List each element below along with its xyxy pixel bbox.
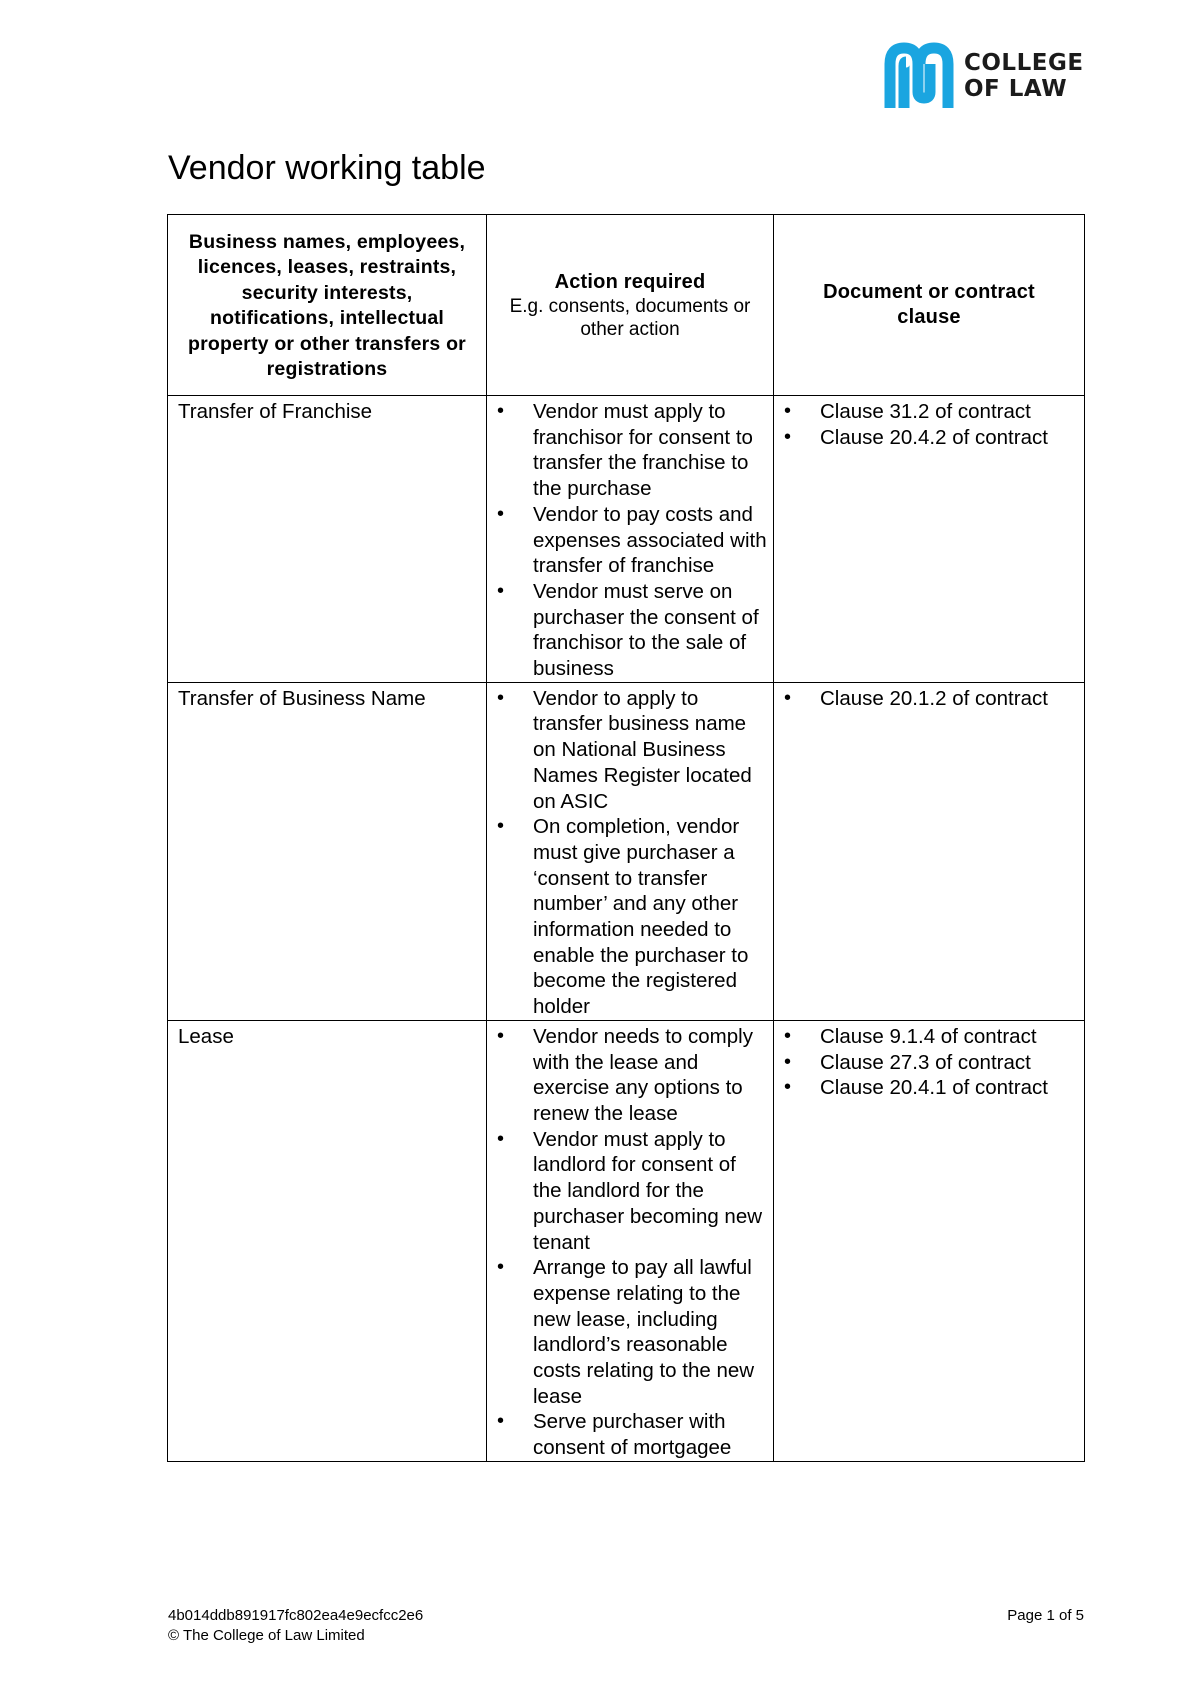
row-label-cell (168, 682, 487, 1020)
header-action-title: Action required (554, 270, 706, 293)
clause-list (774, 1021, 1084, 1101)
row-clauses-cell (774, 396, 1085, 683)
row-clauses-cell (774, 1020, 1085, 1461)
row-actions-cell (487, 396, 774, 683)
table-row (168, 396, 1085, 683)
row-actions-cell (487, 1020, 774, 1461)
list-item: • Serve purchaser with consent of mortgagee (487, 1409, 767, 1460)
college-of-law-logo (884, 42, 1084, 114)
list-item: • Clause 20.4.2 of contract (774, 425, 1078, 451)
clause-list (774, 396, 1084, 450)
list-item: • Vendor must apply to landlord for consent of the landlord for the purchaser becoming new tenant (487, 1127, 767, 1256)
list-item: • Clause 20.4.1 of contract (774, 1075, 1078, 1101)
list-item: • Vendor to pay costs and expenses associated with transfer of franchise (487, 502, 767, 579)
header-action-subtitle: E.g. consents, documents or other action (509, 295, 751, 340)
action-list (487, 1021, 773, 1461)
row-label-cell (168, 1020, 487, 1461)
header-cell-action (487, 215, 774, 396)
header-clause-label: Document or contract clause (823, 281, 1035, 328)
header-cell-clause (774, 215, 1085, 396)
footer-left (168, 1606, 423, 1646)
list-item: • Vendor needs to comply with the lease and exercise any options to renew the lease (487, 1024, 767, 1127)
page-number: Page 1 of 5 (1007, 1607, 1084, 1624)
action-list (487, 396, 773, 682)
action-list (487, 683, 773, 1020)
table-header-row (168, 215, 1085, 396)
row-label: Transfer of Franchise (178, 400, 373, 423)
copyright-notice: © The College of Law Limited (168, 1627, 365, 1644)
list-item: • Vendor must serve on purchaser the consent of franchisor to the sale of business (487, 579, 767, 682)
row-label: Lease (178, 1024, 234, 1048)
list-item: • Arrange to pay all lawful expense relating to the new lease, including landlord’s reasonable costs relating to the new lease (487, 1255, 767, 1409)
college-of-law-logo-mark-icon (884, 42, 956, 114)
vendor-working-table (167, 214, 1085, 1462)
row-label: Transfer of Business Name (178, 686, 426, 710)
row-actions-cell (487, 682, 774, 1020)
header-items-label: Business names, employees, licences, leases, restraints, security interests, notifications, intellectual property or other transfers or registrations (188, 230, 466, 380)
logo-wordmark: COLLEGE OF LAW (964, 50, 1084, 102)
row-clauses-cell (774, 682, 1085, 1020)
row-label-cell (168, 396, 487, 683)
list-item: • Clause 27.3 of contract (774, 1050, 1078, 1076)
table-row (168, 682, 1085, 1020)
header-cell-items (168, 215, 487, 396)
list-item: • Clause 31.2 of contract (774, 399, 1078, 425)
list-item: • On completion, vendor must give purchaser a ‘consent to transfer number’ and any other information needed to enable the purchaser to become the registered holder (487, 814, 767, 1020)
list-item: • Clause 9.1.4 of contract (774, 1024, 1078, 1050)
table-row (168, 1020, 1085, 1461)
document-id: 4b014ddb891917fc802ea4e9ecfcc2e6 (168, 1607, 424, 1624)
list-item: • Clause 20.1.2 of contract (774, 686, 1078, 712)
page-title: Vendor working table (168, 149, 486, 187)
list-item: • Vendor must apply to franchisor for consent to transfer the franchise to the purchase (487, 399, 767, 502)
list-item: • Vendor to apply to transfer business name on National Business Names Register located on ASIC (487, 686, 767, 815)
clause-list (774, 683, 1084, 712)
